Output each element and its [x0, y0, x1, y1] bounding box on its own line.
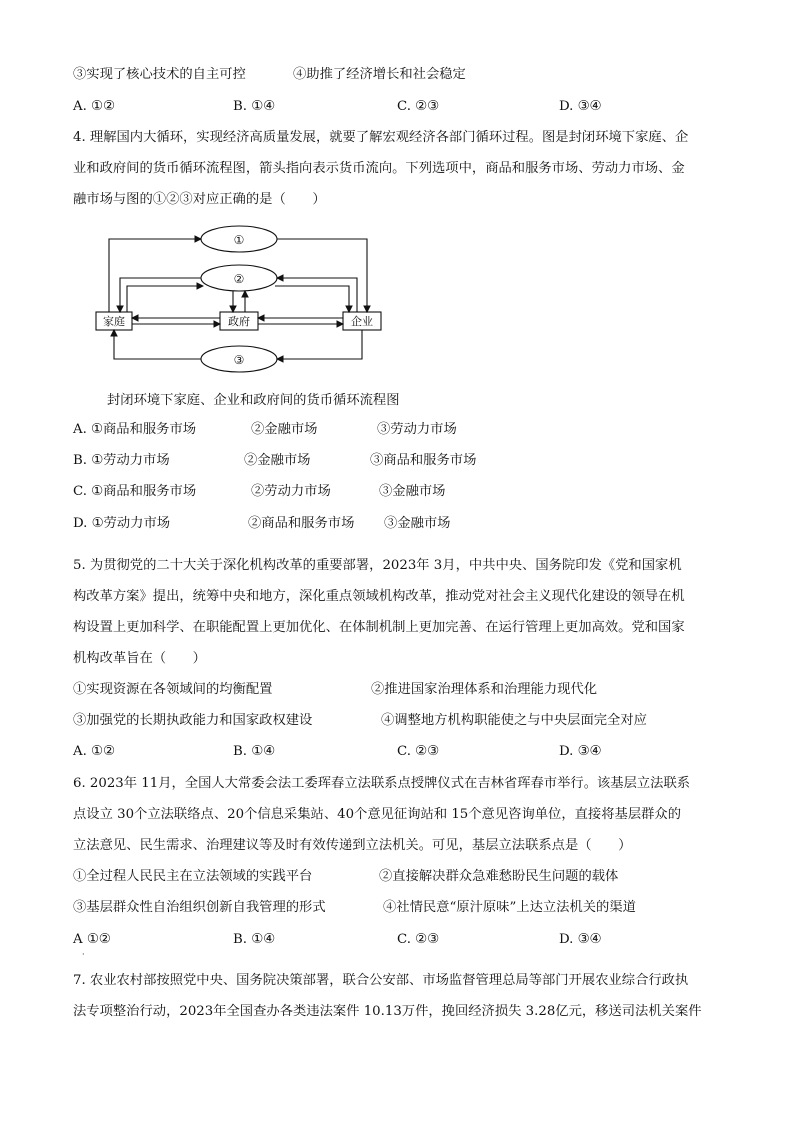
q3-choice-b[interactable]: B. ①④ [233, 99, 276, 114]
q3-option-3: ③实现了核心技术的自主可控 [73, 67, 246, 82]
box-gov-label: 政府 [228, 315, 250, 328]
ellipse-2-label: ② [233, 272, 245, 286]
q4-option-b-part1: B. ①劳动力市场 [73, 453, 170, 468]
q5-option-1: ①实现资源在各领域间的均衡配置 [73, 682, 273, 697]
box-home-label: 家庭 [103, 315, 125, 328]
ellipse-1-label: ① [233, 233, 245, 247]
q5-stem-line1: 5. 为贯彻党的二十大关于深化机构改革的重要部署，2023年 3月，中共中央、国务院印发《党和国家机 [73, 558, 682, 573]
q6-option-2: ②直接解决群众急难愁盼民生问题的载体 [379, 869, 619, 884]
q5-choice-c[interactable]: C. ②③ [397, 744, 439, 759]
q6-choice-c[interactable]: C. ②③ [397, 932, 439, 947]
box-firm-label: 企业 [351, 315, 373, 328]
q7-stem-line1: 7. 农业农村部按照党中央、国务院决策部署，联合公安部、市场监督管理总局等部门开展农业综合行政执 [73, 973, 689, 988]
q4-option-b-part2: ②金融市场 [244, 453, 311, 468]
q4-option-c-part3: ③金融市场 [379, 484, 446, 499]
q4-option-d-part1: D. ①劳动力市场 [73, 516, 171, 531]
q3-choice-c[interactable]: C. ②③ [397, 99, 439, 114]
q5-stem-line2: 构改革方案》提出，统筹中央和地方，深化重点领域机构改革，推动党对社会主义现代化建设的领导在机 [73, 589, 685, 604]
q6-choice-d[interactable]: D. ③④ [559, 932, 602, 947]
stray-dot: · [82, 950, 85, 959]
q6-stem-line3: 立法意见、民生需求、治理建议等及时有效传递到立法机关。可见，基层立法联系点是（ ） [73, 838, 632, 853]
q6-option-3: ③基层群众性自治组织创新自我管理的形式 [73, 900, 326, 915]
q6-stem-line2: 点设立 30个立法联络点、20个信息采集站、40个意见征询站和 15个意见咨询单位，直接将基层群众的 [73, 807, 682, 822]
q5-option-3: ③加强党的长期执政能力和国家政权建设 [73, 713, 313, 728]
q4-option-b-part3: ③商品和服务市场 [370, 453, 477, 468]
diagram-caption: 封闭环境下家庭、企业和政府间的货币循环流程图 [107, 393, 400, 408]
q3-choice-a[interactable]: A. ①② [73, 99, 115, 114]
q5-choice-d[interactable]: D. ③④ [559, 744, 602, 759]
q4-option-c-part1: C. ①商品和服务市场 [73, 484, 197, 499]
q3-option-4: ④助推了经济增长和社会稳定 [293, 67, 466, 82]
q3-choice-d[interactable]: D. ③④ [559, 99, 602, 114]
q6-option-1: ①全过程人民民主在立法领域的实践平台 [73, 869, 313, 884]
q4-stem-line1: 4. 理解国内大循环，实现经济高质量发展，就要了解宏观经济各部门循环过程。图是封闭环境下家庭、企 [73, 130, 689, 145]
q5-stem-line3: 构设置上更加科学、在职能配置上更加优化、在体制机制上更加完善、在运行管理上更加高效。党和国家 [73, 620, 685, 635]
q5-choice-a[interactable]: A. ①② [73, 744, 115, 759]
q5-option-2: ②推进国家治理体系和治理能力现代化 [371, 682, 598, 697]
q4-option-d-part2: ②商品和服务市场 [248, 516, 355, 531]
q4-stem-line3: 融市场与图的①②③对应正确的是（ ） [73, 192, 326, 207]
money-flow-diagram [95, 222, 395, 382]
q7-stem-line2: 法专项整治行动，2023年全国查办各类违法案件 10.13万件，挽回经济损失 3.28亿元，移送司法机关案件 [73, 1004, 702, 1019]
q4-option-a-part3: ③劳动力市场 [377, 422, 457, 437]
q4-option-a-part1: A. ①商品和服务市场 [73, 422, 197, 437]
q5-stem-line4: 机构改革旨在（ ） [73, 651, 206, 666]
q4-option-d-part3: ③金融市场 [384, 516, 451, 531]
q4-stem-line2: 业和政府间的货币循环流程图，箭头指向表示货币流向。下列选项中，商品和服务市场、劳动力市场、金 [73, 161, 685, 176]
q5-choice-b[interactable]: B. ①④ [233, 744, 276, 759]
q5-option-4: ④调整地方机构职能使之与中央层面完全对应 [381, 713, 647, 728]
q6-option-4: ④社情民意“原汁原味”上达立法机关的渠道 [383, 900, 636, 915]
q6-choice-a[interactable]: A ①② [73, 932, 111, 947]
q4-option-c-part2: ②劳动力市场 [251, 484, 331, 499]
q6-stem-line1: 6. 2023年 11月，全国人大常委会法工委珲春立法联系点授牌仪式在吉林省珲春市举行。该基层立法联系 [73, 776, 691, 791]
q4-option-a-part2: ②金融市场 [251, 422, 318, 437]
ellipse-3-label: ③ [233, 353, 245, 367]
q6-choice-b[interactable]: B. ①④ [233, 932, 276, 947]
